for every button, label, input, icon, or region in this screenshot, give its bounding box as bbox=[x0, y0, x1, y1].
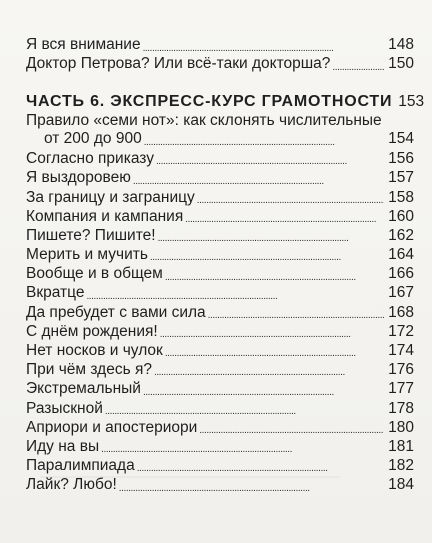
toc-entry-title: Я вся внимание bbox=[26, 36, 141, 53]
toc-entry bbox=[26, 55, 414, 74]
toc-entry bbox=[26, 475, 414, 494]
dot-leader bbox=[165, 341, 384, 360]
chapter-page: 153 bbox=[398, 92, 425, 110]
toc-entry bbox=[26, 207, 414, 226]
dot-leader bbox=[133, 169, 384, 188]
bleed-through-shadow bbox=[40, 476, 340, 478]
toc-entry-title: Доктор Петрова? Или всё-таки докторша? bbox=[26, 54, 331, 72]
toc-entry-page: 148 bbox=[388, 36, 414, 53]
toc-entry-title: Согласно приказу bbox=[26, 150, 154, 168]
toc-entry bbox=[26, 456, 414, 475]
dot-leader bbox=[144, 130, 384, 149]
toc-entry bbox=[26, 418, 414, 437]
toc-entry bbox=[26, 188, 414, 207]
toc-entry-title: Вообще и в общем bbox=[26, 265, 163, 283]
toc-entry-page: 181 bbox=[388, 437, 414, 455]
toc-entry-page: 182 bbox=[388, 457, 414, 475]
toc-entry-title: Разыскной bbox=[26, 399, 103, 417]
toc-entry bbox=[26, 168, 414, 187]
toc-entry-title: Априори и апостериори bbox=[26, 418, 198, 436]
toc-entry bbox=[26, 245, 414, 264]
toc-entry bbox=[26, 341, 414, 360]
dot-leader bbox=[156, 150, 384, 169]
toc-entry bbox=[26, 264, 414, 283]
toc-entry-title: Лайк? Любо! bbox=[26, 476, 117, 494]
toc-entry-title-line1: Правило «семи нот»: как склонять числительные bbox=[26, 111, 382, 129]
dot-leader bbox=[86, 284, 384, 303]
chapter-heading bbox=[26, 92, 425, 112]
dot-leader bbox=[185, 207, 384, 226]
dot-leader bbox=[332, 55, 384, 74]
toc-entry-page: 156 bbox=[388, 150, 414, 168]
toc-entry-title: Паралимпиада bbox=[26, 457, 135, 475]
toc-entry-page: 162 bbox=[388, 226, 414, 244]
toc-entry-page: 168 bbox=[388, 303, 414, 321]
toc-entry bbox=[26, 130, 414, 149]
toc-entry bbox=[26, 226, 414, 245]
dot-leader bbox=[101, 437, 384, 456]
toc-entry bbox=[26, 284, 414, 303]
toc-entry-title: С днём рождения! bbox=[26, 322, 158, 340]
toc-entry-page: 164 bbox=[388, 246, 414, 264]
dot-leader bbox=[105, 399, 384, 418]
toc-entry bbox=[26, 36, 414, 55]
toc-entry bbox=[26, 399, 414, 418]
toc-entry-page: 184 bbox=[388, 476, 414, 494]
dot-leader bbox=[143, 36, 385, 55]
dot-leader bbox=[137, 457, 384, 476]
toc-entry-page: 157 bbox=[388, 169, 414, 187]
dot-leader bbox=[119, 476, 384, 495]
toc-entry-page: 180 bbox=[388, 418, 414, 436]
toc-entry bbox=[26, 322, 414, 341]
toc-entry-page: 176 bbox=[388, 361, 414, 379]
toc-entry-page: 172 bbox=[388, 322, 414, 340]
toc-entry-title: Нет носков и чулок bbox=[26, 342, 163, 360]
table-of-contents bbox=[26, 36, 425, 495]
toc-entry-title: Экстремальный bbox=[26, 380, 141, 398]
dot-leader bbox=[143, 380, 384, 399]
toc-entry-page: 154 bbox=[388, 130, 414, 148]
toc-entry-title: Мерить и мучить bbox=[26, 246, 148, 264]
toc-entry bbox=[26, 437, 414, 456]
toc-entry-title: Вкратце bbox=[26, 284, 85, 302]
toc-entry-page: 174 bbox=[388, 342, 414, 360]
toc-entry bbox=[26, 379, 414, 398]
toc-entry-page: 160 bbox=[388, 207, 414, 225]
toc-entry-title: Да пребудет с вами сила bbox=[26, 303, 206, 321]
toc-entry-title: Я выздоровею bbox=[26, 169, 131, 187]
dot-leader bbox=[197, 188, 384, 207]
toc-entry bbox=[26, 303, 414, 322]
dot-leader bbox=[199, 418, 384, 437]
toc-entry-page: 166 bbox=[388, 265, 414, 283]
toc-entry-multiline bbox=[26, 112, 414, 150]
toc-entry-title: Иду на вы bbox=[26, 437, 100, 455]
dot-leader bbox=[160, 322, 384, 341]
toc-entry-title: Компания и кампания bbox=[26, 207, 184, 225]
dot-leader bbox=[158, 226, 385, 245]
toc-entry-title: За границу и заграницу bbox=[26, 188, 195, 206]
toc-entry bbox=[26, 149, 414, 168]
section-gap bbox=[26, 74, 414, 92]
dot-leader bbox=[165, 265, 384, 284]
toc-entry-page: 158 bbox=[388, 188, 414, 206]
dot-leader bbox=[154, 361, 384, 380]
toc-entry-page: 177 bbox=[388, 380, 414, 398]
toc-entry-page: 167 bbox=[388, 284, 414, 302]
toc-entry bbox=[26, 360, 414, 379]
toc-entry-list bbox=[26, 149, 414, 494]
toc-entry-title: При чём здесь я? bbox=[26, 361, 152, 379]
toc-entry-title: Пишете? Пишите! bbox=[26, 226, 156, 244]
toc-entry-page: 178 bbox=[388, 399, 414, 417]
dot-leader bbox=[150, 246, 384, 265]
dot-leader bbox=[208, 303, 384, 322]
toc-entry-title-line2: от 200 до 900 bbox=[44, 130, 142, 148]
toc-entry-page: 150 bbox=[388, 54, 414, 72]
chapter-title: ЧАСТЬ 6. ЭКСПРЕСС-КУРС ГРАМОТНОСТИ bbox=[26, 92, 393, 110]
